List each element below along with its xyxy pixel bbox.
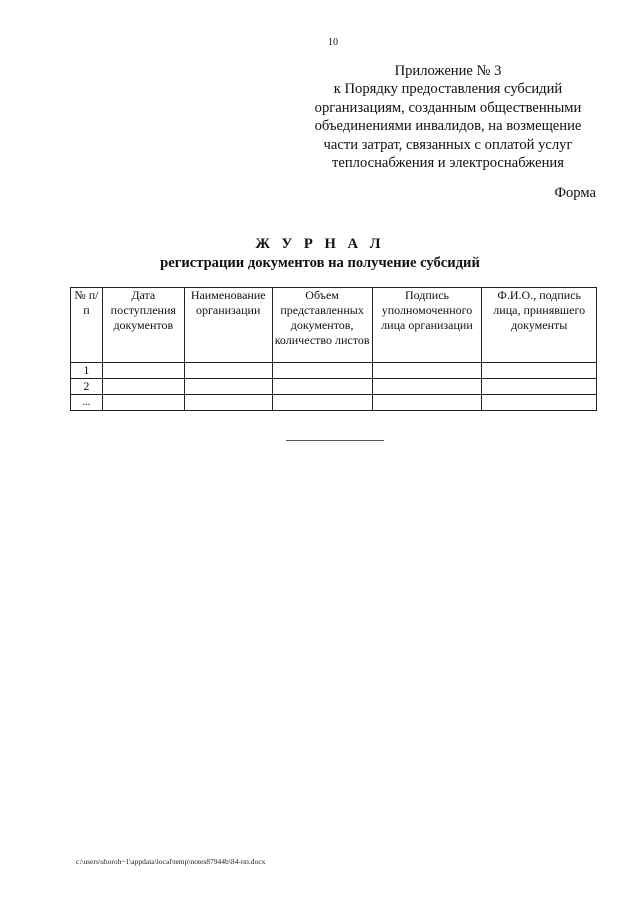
- table-cell: [102, 395, 184, 411]
- appendix-line: Приложение № 3: [394, 63, 502, 79]
- column-header-receiver: Ф.И.О., подпись лица, принявшего документы: [482, 288, 597, 363]
- page-number: 10: [328, 37, 338, 48]
- journal-table: [70, 287, 597, 411]
- column-header-number: № п/п: [71, 288, 103, 363]
- table-cell: 2: [71, 379, 103, 395]
- table-row: [71, 395, 597, 411]
- table-header-row: [71, 288, 597, 363]
- table-cell: [102, 379, 184, 395]
- table-row: [71, 379, 597, 395]
- appendix-line: объединениями инвалидов, на возмещение: [314, 118, 582, 135]
- separator-line: [286, 440, 384, 441]
- appendix-line: части затрат, связанных с оплатой услуг: [323, 136, 573, 153]
- table-cell: [372, 363, 482, 379]
- column-header-signature: Подпись уполномоченного лица организации: [372, 288, 482, 363]
- table-cell: [272, 363, 372, 379]
- column-header-organization: Наименование организации: [184, 288, 272, 363]
- title-subheading: регистрации документов на получение субсидий: [160, 255, 480, 271]
- column-header-volume: Объем представленных документов, количество листов: [272, 288, 372, 363]
- table-cell: [372, 395, 482, 411]
- table-cell: [482, 395, 597, 411]
- table-cell: [184, 379, 272, 395]
- title-heading: Ж У Р Н А Л: [255, 236, 385, 252]
- appendix-line: теплоснабжения и электроснабжения: [332, 155, 564, 172]
- document-title: [0, 235, 640, 273]
- table-cell: [272, 379, 372, 395]
- table-cell: [102, 363, 184, 379]
- table-cell: [372, 379, 482, 395]
- appendix-line: организациям, созданным общественными: [314, 99, 582, 116]
- table-cell: [272, 395, 372, 411]
- appendix-line: к Порядку предоставления субсидий: [333, 81, 563, 98]
- table-cell: [184, 395, 272, 411]
- appendix-header: [300, 62, 596, 172]
- form-label: Форма: [554, 185, 596, 201]
- table-cell: [482, 379, 597, 395]
- column-header-date: Дата поступления документов: [102, 288, 184, 363]
- footer-file-path: c:\users\shoroh~1\appdata\local\temp\notes87944b\84-пп.docx: [76, 857, 266, 866]
- table-row: [71, 363, 597, 379]
- table-cell: [482, 363, 597, 379]
- table-cell: 1: [71, 363, 103, 379]
- table-cell: ...: [71, 395, 103, 411]
- table-cell: [184, 363, 272, 379]
